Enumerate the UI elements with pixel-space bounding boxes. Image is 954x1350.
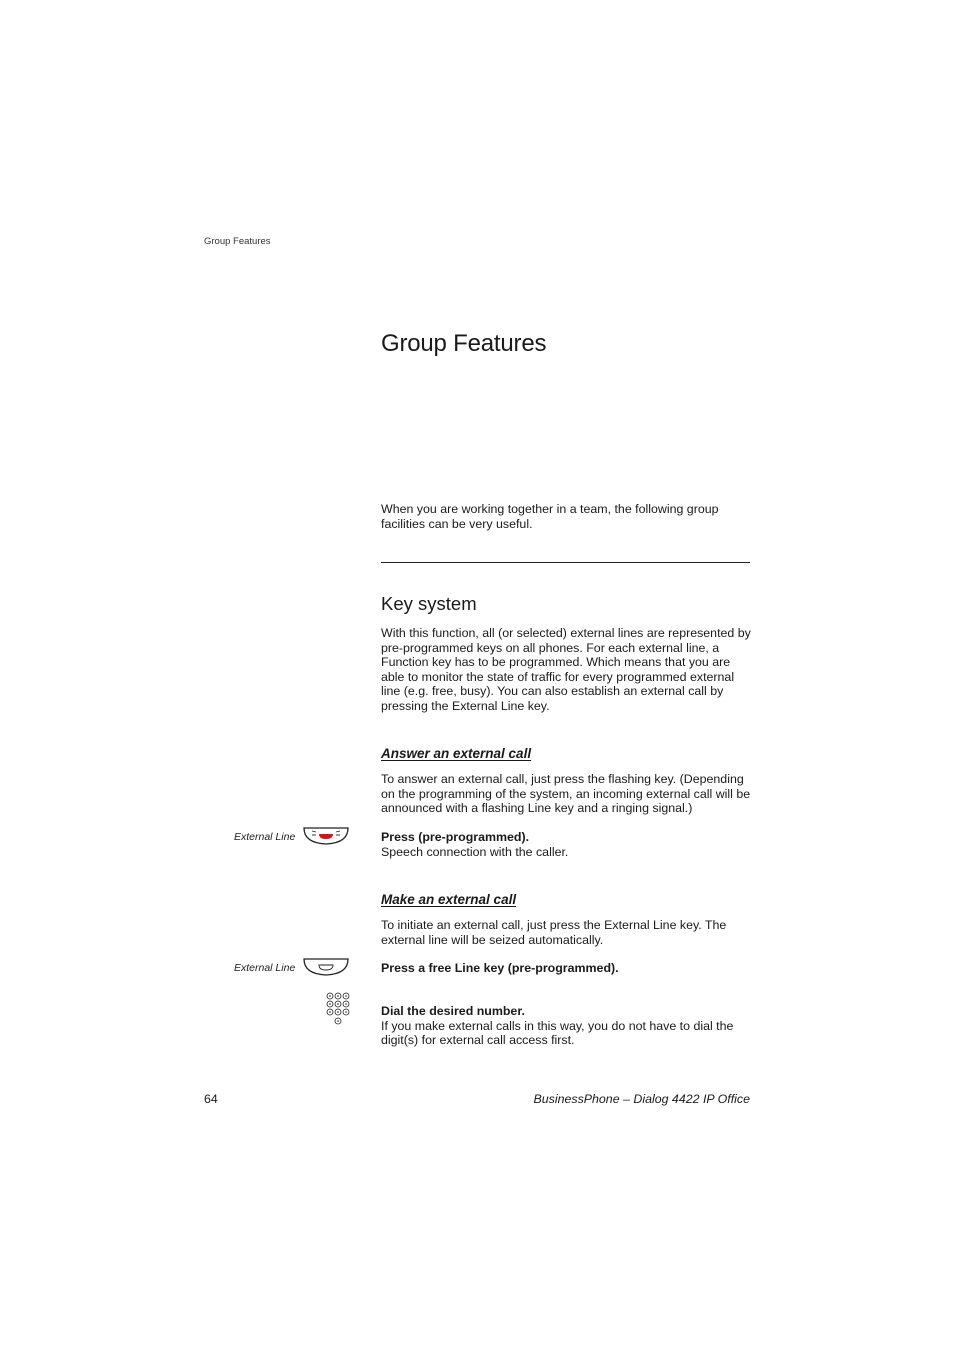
make-step-2-action: Dial the desired number. bbox=[381, 1004, 525, 1018]
answer-call-paragraph: To answer an external call, just press the flashing key. (Depending on the programming of the system, an incoming external call will be announced with a flashing Line key and a ringing signal.) bbox=[381, 772, 751, 816]
intro-paragraph: When you are working together in a team, the following group facilities can be very useful. bbox=[381, 502, 719, 531]
make-step-2-detail: If you make external calls in this way, you do not have to dial the digit(s) for external call access first. bbox=[381, 1018, 734, 1048]
make-step-2 bbox=[381, 1004, 751, 1048]
key-system-paragraph: With this function, all (or selected) external lines are represented by pre-programmed keys on all phones. For each external line, a Function key has to be programmed. Which means that you are able to monitor the state of traffic for every programmed external line (e.g. free, busy). You can also establish an external call by pressing the External Line key. bbox=[381, 626, 751, 713]
page-number: 64 bbox=[204, 1092, 218, 1106]
section-title: Key system bbox=[381, 593, 477, 614]
external-line-label: External Line bbox=[234, 962, 296, 974]
make-step-1-action: Press a free Line key (pre-programmed). bbox=[381, 961, 619, 975]
answer-step-detail: Speech connection with the caller. bbox=[381, 844, 569, 859]
footer-title: BusinessPhone – Dialog 4422 IP Office bbox=[533, 1092, 750, 1106]
section-divider bbox=[381, 562, 750, 563]
running-head: Group Features bbox=[204, 236, 271, 247]
make-step-1 bbox=[381, 961, 751, 976]
answer-call-heading: Answer an external call bbox=[381, 746, 532, 761]
line-key-icon bbox=[302, 957, 350, 982]
make-call-heading: Make an external call bbox=[381, 892, 517, 907]
page-title: Group Features bbox=[381, 330, 547, 357]
answer-step bbox=[381, 830, 751, 859]
answer-step-action: Press (pre-programmed). bbox=[381, 830, 530, 844]
external-line-label: External Line bbox=[234, 831, 296, 843]
flashing-line-key-icon bbox=[302, 826, 350, 851]
keypad-icon bbox=[325, 992, 351, 1033]
make-call-paragraph: To initiate an external call, just press the External Line key. The external line will be seized automatically. bbox=[381, 918, 727, 947]
